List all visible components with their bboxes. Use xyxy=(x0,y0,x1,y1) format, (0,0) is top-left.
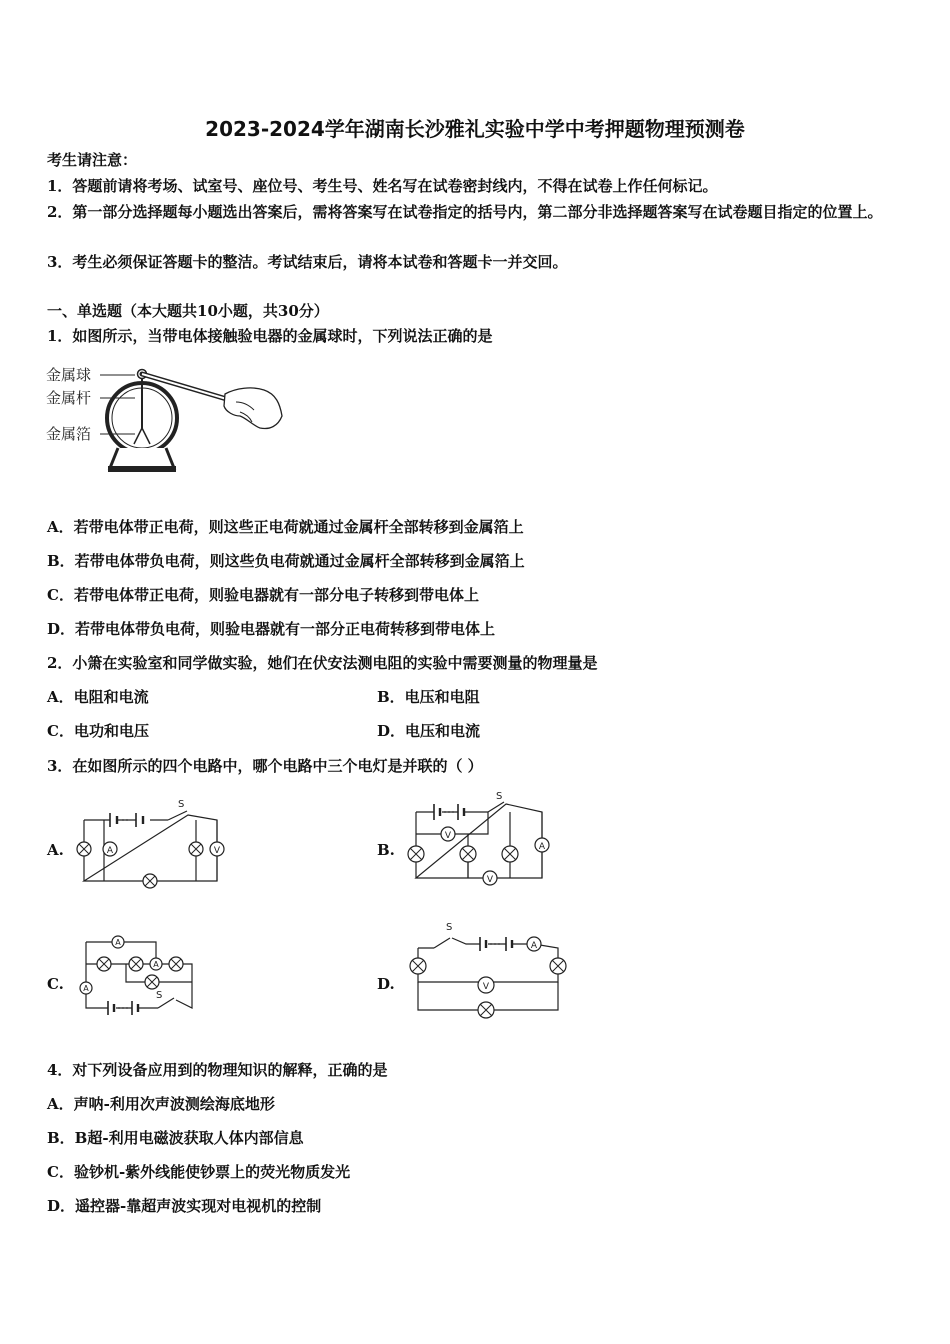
q1-option-c[interactable]: C．若带电体带正电荷，则验电器就有一部分电子转移到带电体上 xyxy=(47,586,479,604)
lamp-icon xyxy=(502,846,518,862)
lamp-icon xyxy=(189,842,203,856)
svg-text:V: V xyxy=(482,982,490,992)
page-title: 2023-2024学年湖南长沙雅礼实验中学中考押题物理预测卷 xyxy=(205,117,745,141)
q4-stem: 4．对下列设备应用到的物理知识的解释，正确的是 xyxy=(47,1061,388,1079)
lamp-icon xyxy=(478,1002,494,1018)
label-metal-rod: 金属杆 xyxy=(46,389,92,407)
circuit-d-diagram xyxy=(402,918,574,1022)
q3-stem: 3．在如图所示的四个电路中，哪个电路中三个电灯是并联的（ ） xyxy=(47,757,483,775)
q1-option-a[interactable]: A．若带电体带正电荷，则这些正电荷就通过金属杆全部转移到金属箔上 xyxy=(47,518,524,536)
lamp-icon xyxy=(77,842,91,856)
q2-option-b[interactable]: B．电压和电阻 xyxy=(377,688,480,706)
q3-option-d[interactable]: D. xyxy=(377,975,395,993)
ammeter-icon xyxy=(103,842,117,856)
voltmeter-icon xyxy=(210,842,224,856)
ammeter-icon xyxy=(150,958,162,970)
label-metal-foil: 金属箔 xyxy=(46,425,92,443)
q3-option-c[interactable]: C. xyxy=(47,975,64,993)
ammeter-icon xyxy=(112,936,124,948)
q2-stem: 2．小箫在实验室和同学做实验，她们在伏安法测电阻的实验中需要测量的物理量是 xyxy=(47,654,598,672)
svg-text:A: A xyxy=(153,960,159,969)
lamp-icon xyxy=(410,958,426,974)
q1-option-b[interactable]: B．若带电体带负电荷，则这些负电荷就通过金属杆全部转移到金属箔上 xyxy=(47,552,525,570)
voltmeter-icon xyxy=(483,871,497,885)
circuit-b-diagram xyxy=(402,790,562,890)
notice-heading: 考生请注意： xyxy=(47,151,138,169)
lamp-icon xyxy=(145,975,159,989)
svg-text:V: V xyxy=(213,846,221,856)
circuit-c-diagram xyxy=(72,932,202,1020)
lamp-icon xyxy=(460,846,476,862)
q4-option-d[interactable]: D．遥控器-靠超声波实现对电视机的控制 xyxy=(47,1197,322,1215)
q2-option-a[interactable]: A．电阻和电流 xyxy=(47,688,149,706)
voltmeter-icon xyxy=(478,977,494,993)
q1-option-d[interactable]: D．若带电体带负电荷，则验电器就有一部分正电荷转移到带电体上 xyxy=(47,620,496,638)
q3-option-a[interactable]: A. xyxy=(47,841,64,859)
q4-option-b[interactable]: B．B超-利用电磁波获取人体内部信息 xyxy=(47,1129,304,1147)
ammeter-icon xyxy=(527,937,541,951)
voltmeter-icon xyxy=(441,827,455,841)
svg-text:A: A xyxy=(115,938,121,947)
q4-option-a[interactable]: A．声呐-利用次声波测绘海底地形 xyxy=(47,1095,275,1113)
section-heading: 一、单选题（本大题共10小题，共30分） xyxy=(47,302,329,320)
lamp-icon xyxy=(408,846,424,862)
q4-option-c[interactable]: C．验钞机-紫外线能使钞票上的荧光物质发光 xyxy=(47,1163,351,1181)
q1-stem: 1．如图所示，当带电体接触验电器的金属球时，下列说法正确的是 xyxy=(47,327,493,345)
notice-item-1: 1．答题前请将考场、试室号、座位号、考生号、姓名写在试卷密封线内，不得在试卷上作任何标记。 xyxy=(47,177,718,195)
switch-label: S xyxy=(178,799,185,810)
q2-option-c[interactable]: C．电功和电压 xyxy=(47,722,149,740)
svg-text:V: V xyxy=(486,875,494,885)
lamp-icon xyxy=(97,957,111,971)
switch-label: S xyxy=(156,990,163,1001)
q3-option-b[interactable]: B. xyxy=(377,841,395,859)
lamp-icon xyxy=(143,874,157,888)
svg-text:A: A xyxy=(106,846,114,856)
switch-label: S xyxy=(496,791,503,802)
svg-text:A: A xyxy=(530,941,538,951)
svg-text:V: V xyxy=(444,831,452,841)
svg-text:A: A xyxy=(538,842,546,852)
q2-option-d[interactable]: D．电压和电流 xyxy=(377,722,481,740)
lamp-icon xyxy=(129,957,143,971)
switch-label: S xyxy=(446,922,453,933)
svg-text:A: A xyxy=(83,984,89,993)
notice-item-2: 2．第一部分选择题每小题选出答案后，需将答案写在试卷指定的括号内，第二部分非选择题答案写在试卷题目指定的位置上。 xyxy=(47,203,883,221)
notice-item-3: 3．考生必须保证答题卡的整洁。考试结束后，请将本试卷和答题卡一并交回。 xyxy=(47,253,568,271)
lamp-icon xyxy=(550,958,566,974)
ammeter-icon xyxy=(80,982,92,994)
circuit-a-diagram xyxy=(72,797,232,889)
electroscope-figure xyxy=(40,356,290,481)
label-metal-ball: 金属球 xyxy=(46,366,92,384)
lamp-icon xyxy=(169,957,183,971)
ammeter-icon xyxy=(535,838,549,852)
